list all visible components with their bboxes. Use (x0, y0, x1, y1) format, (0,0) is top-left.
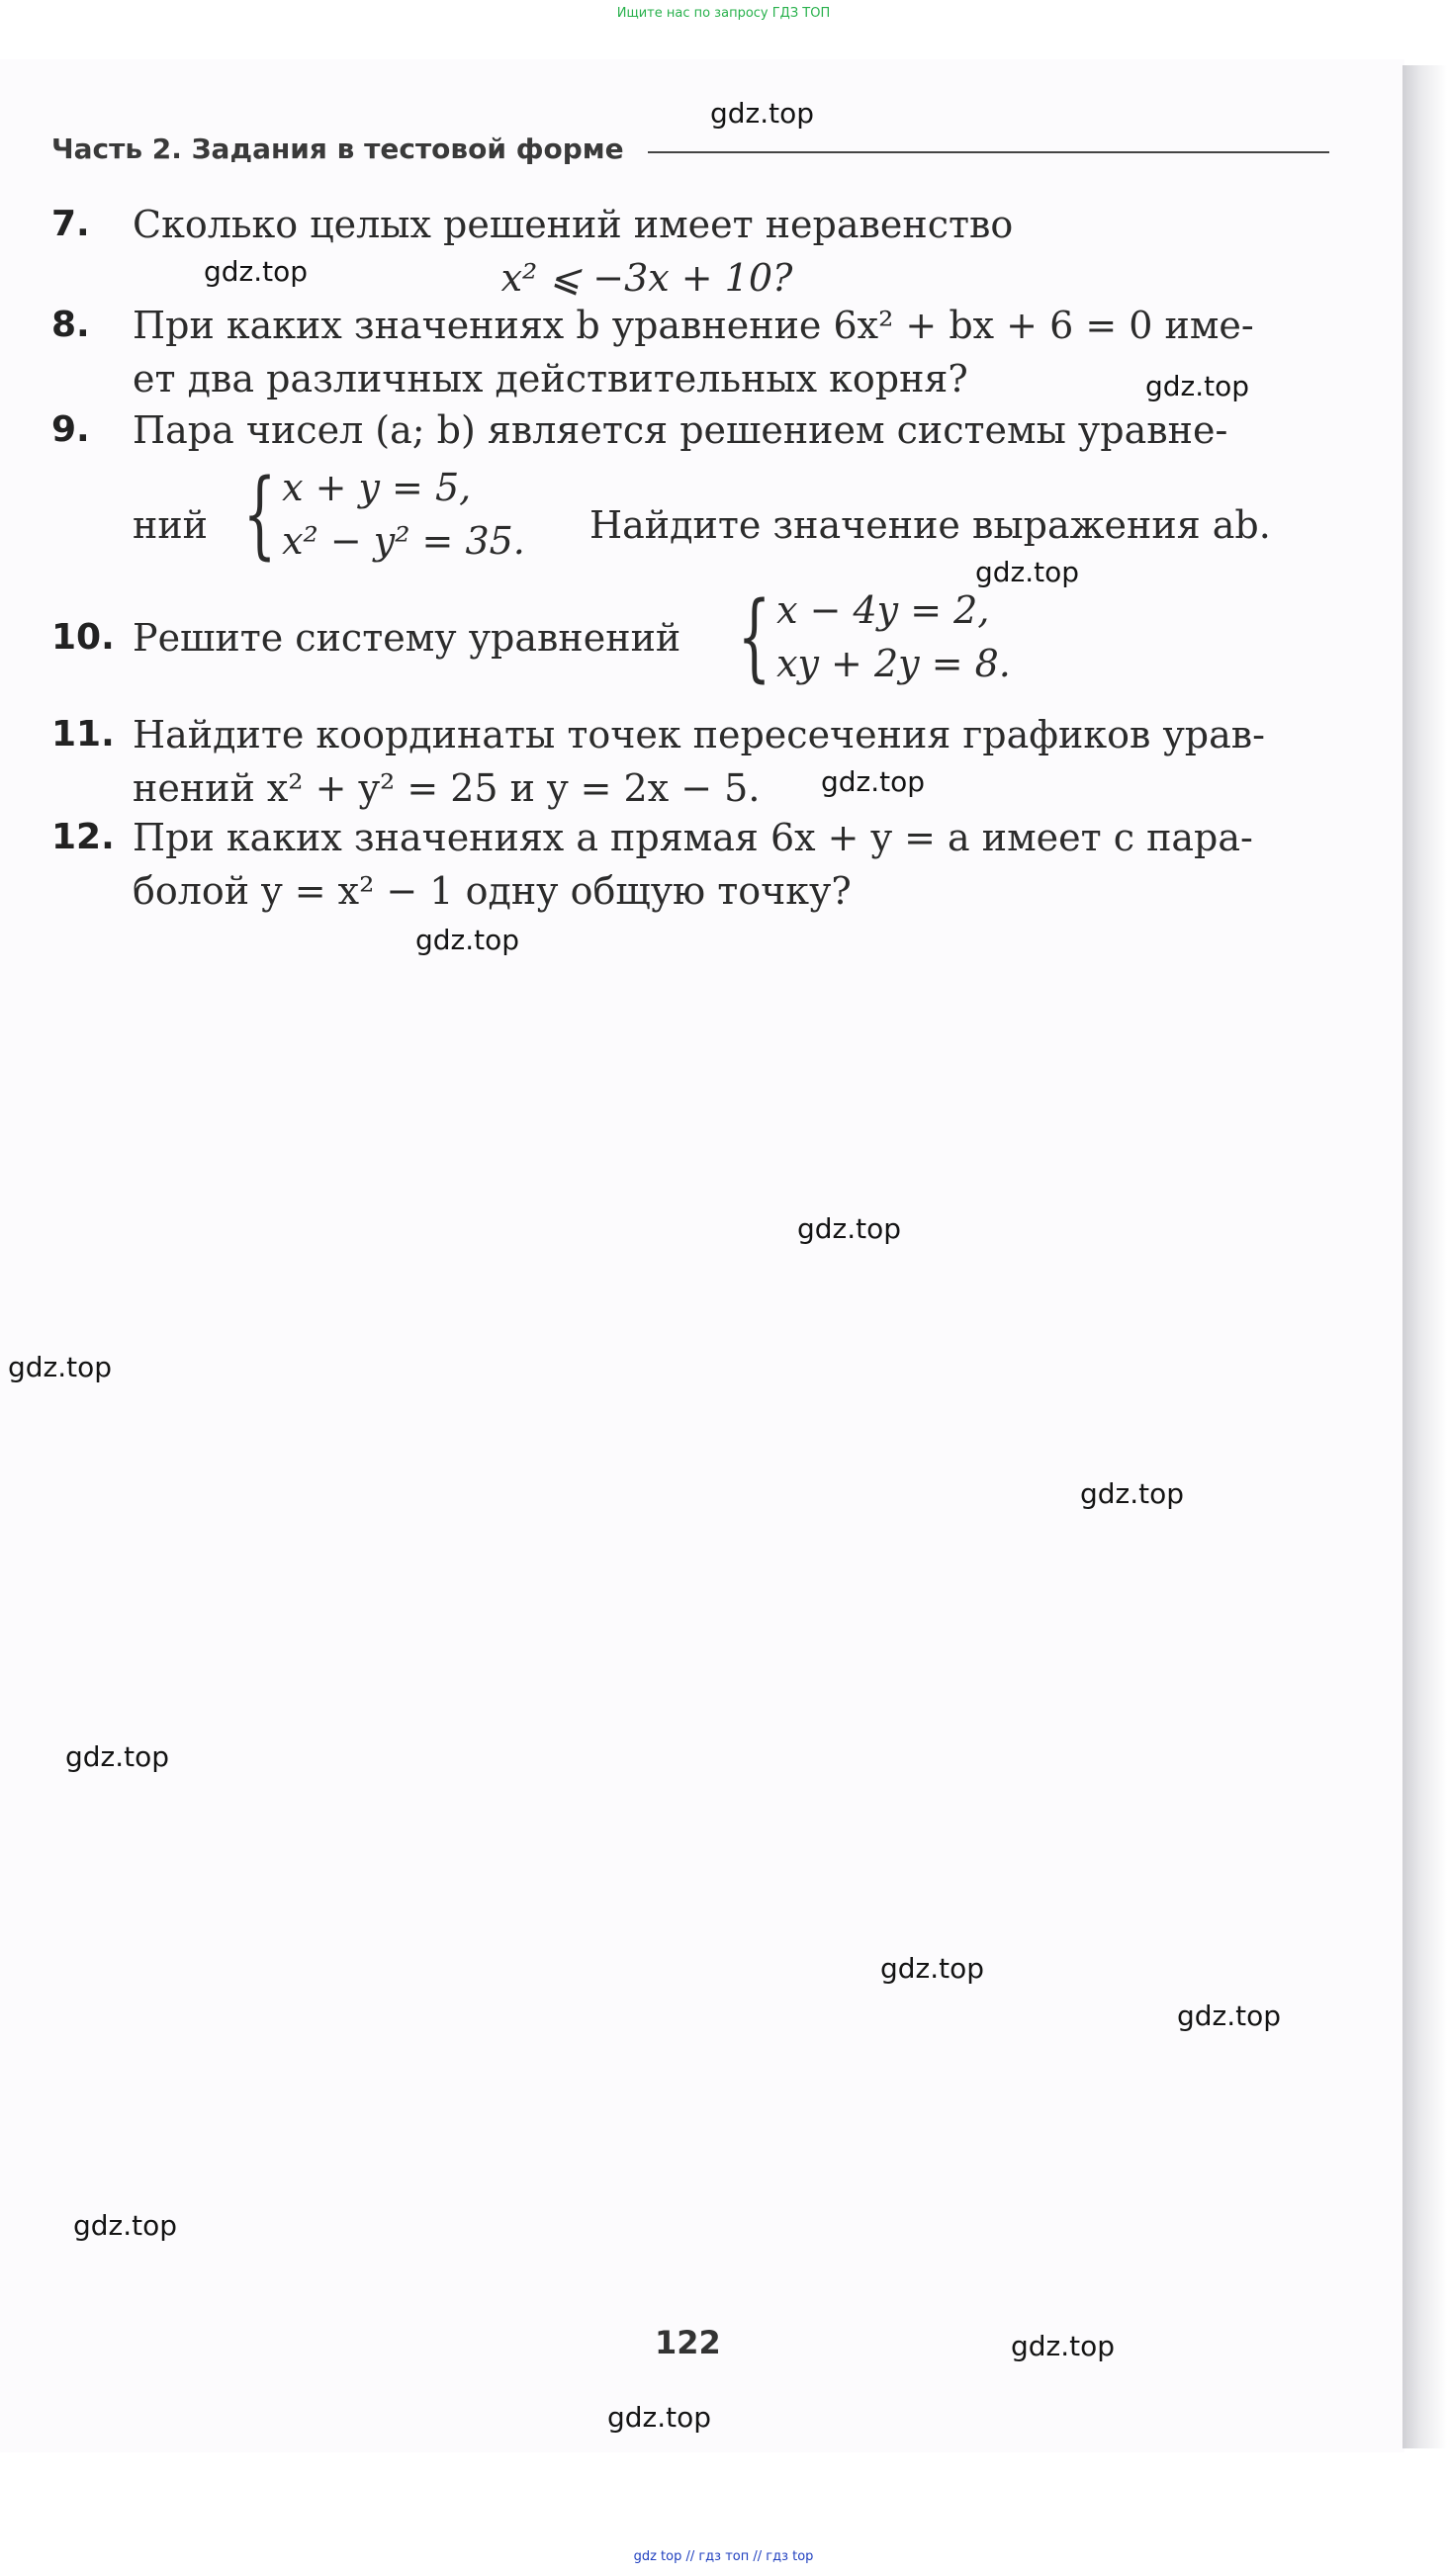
equation-system (724, 583, 1011, 690)
watermark: gdz.top (975, 556, 1080, 588)
task-number: 12. (51, 817, 115, 857)
watermark: gdz.top (607, 2401, 712, 2434)
equation: x − 4y = 2, (776, 588, 990, 632)
watermark: gdz.top (204, 255, 309, 288)
watermark: gdz.top (797, 1212, 902, 1245)
header-rule (648, 151, 1329, 153)
task-number: 7. (51, 204, 90, 244)
watermark: gdz.top (1145, 370, 1250, 402)
page-edge-shadow (1402, 65, 1447, 2448)
task-number: 11. (51, 714, 115, 755)
task-text: Сколько целых решений имеет неравенство (133, 203, 1014, 246)
watermark: gdz.top (1011, 2330, 1116, 2362)
task-text: Решите систему уравнений (133, 616, 681, 660)
task-text: болой y = x² − 1 одну общую точку? (133, 869, 852, 913)
equation: xy + 2y = 8. (776, 642, 1011, 685)
task-text: Найдите значение выражения ab. (589, 503, 1271, 547)
equation-system (229, 461, 525, 568)
task-number: 10. (51, 617, 115, 658)
equation: x² − y² = 35. (282, 519, 525, 563)
top-banner[interactable]: Ищите нас по запросу ГДЗ ТОП (616, 6, 831, 21)
brace-icon: { (242, 459, 277, 570)
watermark: gdz.top (821, 765, 926, 798)
watermark: gdz.top (710, 97, 815, 130)
bottom-banner[interactable]: gdz top // гдз топ // гдз top (633, 2549, 814, 2564)
task-text: ет два различных действительных корня? (133, 357, 968, 400)
task-text: ний (133, 503, 208, 547)
watermark: gdz.top (73, 2209, 178, 2242)
watermark: gdz.top (880, 1952, 985, 1985)
page-number: 122 (655, 2324, 721, 2361)
watermark: gdz.top (1080, 1477, 1185, 1510)
watermark: gdz.top (415, 924, 520, 956)
task-inequality: x² ⩽ −3x + 10? (500, 256, 793, 300)
equation: x + y = 5, (282, 466, 472, 509)
task-text: При каких значениях b уравнение 6x² + bx + 6 = 0 име- (133, 304, 1254, 347)
task-text: Найдите координаты точек пересечения графиков урав- (133, 713, 1266, 756)
watermark: gdz.top (8, 1351, 113, 1383)
brace-icon: { (737, 581, 771, 692)
task-text: нений x² + y² = 25 и y = 2x − 5. (133, 766, 761, 810)
task-number: 9. (51, 409, 90, 450)
section-header (51, 129, 1329, 168)
task-number: 8. (51, 305, 90, 345)
section-title: Часть 2. Задания в тестовой форме (51, 132, 624, 165)
watermark: gdz.top (1177, 1999, 1282, 2032)
watermark: gdz.top (65, 1740, 170, 1773)
task-text: Пара чисел (a; b) является решением системы уравне- (133, 408, 1228, 452)
task-text: При каких значениях a прямая 6x + y = a имеет с пара- (133, 816, 1253, 859)
